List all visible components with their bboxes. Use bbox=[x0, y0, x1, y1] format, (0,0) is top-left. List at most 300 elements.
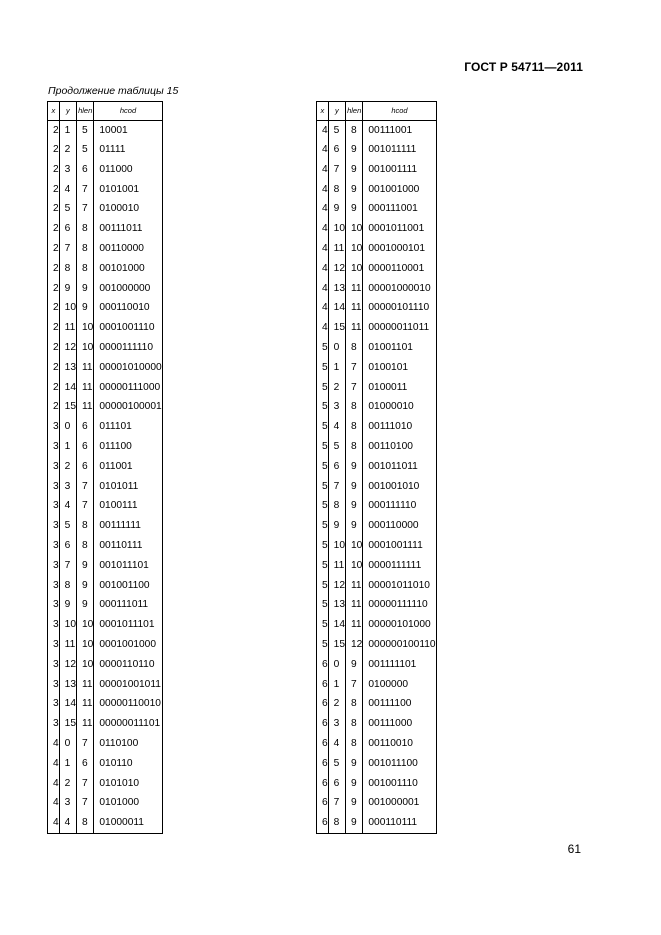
cell-hlen: 10 bbox=[77, 318, 94, 338]
table-row bbox=[48, 338, 163, 358]
cell-x: 3 bbox=[48, 556, 60, 576]
table-row bbox=[317, 437, 437, 457]
cell-hcod: 0101001 bbox=[94, 180, 162, 200]
cell-x: 3 bbox=[48, 516, 60, 536]
cell-hlen: 9 bbox=[346, 516, 363, 536]
cell-hlen: 5 bbox=[77, 121, 94, 141]
cell-hcod: 000000100110 bbox=[363, 635, 436, 655]
cell-hlen: 7 bbox=[346, 358, 363, 378]
cell-y: 14 bbox=[59, 378, 76, 398]
cell-y: 8 bbox=[59, 576, 76, 596]
standard-designation: ГОСТ Р 54711—2011 bbox=[464, 60, 583, 74]
page-number: 61 bbox=[567, 842, 581, 856]
cell-x: 2 bbox=[48, 200, 60, 220]
cell-hcod: 00000110010 bbox=[94, 695, 162, 715]
cell-x: 2 bbox=[48, 219, 60, 239]
cell-x: 3 bbox=[48, 596, 60, 616]
cell-hcod: 001011011 bbox=[363, 457, 436, 477]
cell-hlen: 7 bbox=[77, 497, 94, 517]
cell-y: 5 bbox=[59, 200, 76, 220]
cell-hlen: 9 bbox=[77, 596, 94, 616]
cell-x: 6 bbox=[317, 754, 329, 774]
cell-hlen: 11 bbox=[77, 675, 94, 695]
cell-hcod: 011000 bbox=[94, 160, 162, 180]
cell-x: 5 bbox=[317, 536, 329, 556]
cell-y: 8 bbox=[328, 180, 345, 200]
cell-hlen: 7 bbox=[346, 378, 363, 398]
cell-hcod: 001001000 bbox=[363, 180, 436, 200]
cell-x: 4 bbox=[317, 200, 329, 220]
cell-hlen: 7 bbox=[77, 180, 94, 200]
cell-x: 3 bbox=[48, 695, 60, 715]
cell-x: 2 bbox=[48, 378, 60, 398]
cell-hlen: 9 bbox=[77, 556, 94, 576]
cell-hlen: 8 bbox=[77, 259, 94, 279]
cell-hlen: 11 bbox=[77, 398, 94, 418]
cell-hlen: 6 bbox=[77, 160, 94, 180]
cell-hcod: 0001001110 bbox=[94, 318, 162, 338]
cell-y: 1 bbox=[328, 675, 345, 695]
cell-hcod: 00000011011 bbox=[363, 318, 436, 338]
cell-hlen: 9 bbox=[346, 477, 363, 497]
table-row bbox=[317, 140, 437, 160]
cell-y: 14 bbox=[59, 695, 76, 715]
cell-hlen: 11 bbox=[346, 318, 363, 338]
cell-y: 1 bbox=[59, 437, 76, 457]
cell-hcod: 00001010000 bbox=[94, 358, 162, 378]
cell-hcod: 0000111111 bbox=[363, 556, 436, 576]
cell-x: 5 bbox=[317, 635, 329, 655]
cell-x: 6 bbox=[317, 655, 329, 675]
cell-hlen: 9 bbox=[346, 160, 363, 180]
table-row bbox=[48, 239, 163, 259]
cell-hlen: 5 bbox=[77, 140, 94, 160]
cell-hcod: 01111 bbox=[94, 140, 162, 160]
cell-y: 13 bbox=[59, 675, 76, 695]
cell-hlen: 9 bbox=[346, 754, 363, 774]
cell-hcod: 00000101000 bbox=[363, 615, 436, 635]
cell-y: 13 bbox=[328, 279, 345, 299]
cell-x: 5 bbox=[317, 437, 329, 457]
cell-y: 11 bbox=[328, 239, 345, 259]
cell-hcod: 00111011 bbox=[94, 219, 162, 239]
table-row bbox=[317, 794, 437, 814]
cell-hlen: 8 bbox=[346, 417, 363, 437]
cell-hlen: 6 bbox=[77, 437, 94, 457]
table-row bbox=[48, 536, 163, 556]
cell-hcod: 01001101 bbox=[363, 338, 436, 358]
cell-hlen: 9 bbox=[346, 813, 363, 833]
cell-x: 4 bbox=[317, 318, 329, 338]
cell-x: 4 bbox=[317, 279, 329, 299]
cell-hlen: 11 bbox=[346, 615, 363, 635]
cell-hlen: 9 bbox=[346, 794, 363, 814]
table-row bbox=[317, 457, 437, 477]
cell-hcod: 00101000 bbox=[94, 259, 162, 279]
table-row bbox=[317, 516, 437, 536]
cell-x: 5 bbox=[317, 556, 329, 576]
cell-hlen: 8 bbox=[77, 516, 94, 536]
cell-x: 3 bbox=[48, 536, 60, 556]
cell-hlen: 10 bbox=[346, 239, 363, 259]
column-header-hlen: hlen bbox=[346, 102, 363, 121]
table-row bbox=[317, 180, 437, 200]
cell-x: 5 bbox=[317, 378, 329, 398]
cell-y: 12 bbox=[328, 576, 345, 596]
cell-y: 8 bbox=[328, 813, 345, 833]
column-header-hcod: hcod bbox=[94, 102, 162, 121]
table-row bbox=[48, 794, 163, 814]
cell-hcod: 001001111 bbox=[363, 160, 436, 180]
cell-x: 5 bbox=[317, 358, 329, 378]
cell-hcod: 000110000 bbox=[363, 516, 436, 536]
cell-x: 4 bbox=[48, 813, 60, 833]
table-row bbox=[48, 398, 163, 418]
cell-y: 7 bbox=[328, 160, 345, 180]
cell-x: 4 bbox=[317, 160, 329, 180]
cell-y: 0 bbox=[59, 417, 76, 437]
cell-x: 4 bbox=[317, 121, 329, 141]
cell-hcod: 001011100 bbox=[363, 754, 436, 774]
table-caption: Продолжение таблицы 15 bbox=[48, 85, 179, 97]
cell-hlen: 9 bbox=[346, 655, 363, 675]
cell-x: 6 bbox=[317, 714, 329, 734]
table-row bbox=[48, 378, 163, 398]
table-row bbox=[317, 774, 437, 794]
table-row bbox=[48, 180, 163, 200]
cell-hlen: 8 bbox=[346, 398, 363, 418]
cell-hcod: 0001001000 bbox=[94, 635, 162, 655]
table-row bbox=[317, 121, 437, 141]
table-row bbox=[317, 378, 437, 398]
cell-hcod: 00111100 bbox=[363, 695, 436, 715]
cell-x: 5 bbox=[317, 417, 329, 437]
cell-hlen: 10 bbox=[346, 536, 363, 556]
table-row bbox=[48, 675, 163, 695]
table-row bbox=[48, 457, 163, 477]
cell-hcod: 00000111000 bbox=[94, 378, 162, 398]
cell-hcod: 00001000010 bbox=[363, 279, 436, 299]
cell-hlen: 7 bbox=[77, 794, 94, 814]
cell-hlen: 6 bbox=[77, 754, 94, 774]
table-row bbox=[48, 734, 163, 754]
cell-hcod: 0101010 bbox=[94, 774, 162, 794]
table-row bbox=[317, 615, 437, 635]
cell-hcod: 0000110001 bbox=[363, 259, 436, 279]
cell-x: 5 bbox=[317, 338, 329, 358]
cell-y: 11 bbox=[59, 318, 76, 338]
cell-hcod: 0001011001 bbox=[363, 219, 436, 239]
table-row bbox=[317, 635, 437, 655]
cell-y: 2 bbox=[328, 378, 345, 398]
table-row bbox=[48, 596, 163, 616]
cell-y: 4 bbox=[59, 497, 76, 517]
table-row bbox=[48, 160, 163, 180]
cell-hlen: 8 bbox=[346, 714, 363, 734]
cell-hlen: 8 bbox=[77, 536, 94, 556]
table-row bbox=[317, 358, 437, 378]
column-header-x: x bbox=[317, 102, 329, 121]
cell-x: 2 bbox=[48, 180, 60, 200]
cell-hlen: 8 bbox=[77, 219, 94, 239]
cell-y: 10 bbox=[59, 299, 76, 319]
column-header-hlen: hlen bbox=[77, 102, 94, 121]
table-row bbox=[317, 398, 437, 418]
cell-hlen: 9 bbox=[77, 576, 94, 596]
table-row bbox=[317, 536, 437, 556]
table-row bbox=[48, 140, 163, 160]
cell-x: 4 bbox=[48, 754, 60, 774]
cell-y: 9 bbox=[59, 279, 76, 299]
table-row bbox=[317, 338, 437, 358]
cell-hlen: 9 bbox=[346, 774, 363, 794]
cell-y: 10 bbox=[328, 219, 345, 239]
cell-hlen: 10 bbox=[346, 219, 363, 239]
cell-hlen: 9 bbox=[346, 140, 363, 160]
cell-y: 9 bbox=[59, 596, 76, 616]
cell-y: 15 bbox=[59, 714, 76, 734]
cell-x: 3 bbox=[48, 497, 60, 517]
cell-hlen: 11 bbox=[346, 596, 363, 616]
cell-y: 9 bbox=[328, 516, 345, 536]
cell-y: 5 bbox=[328, 754, 345, 774]
cell-y: 1 bbox=[328, 358, 345, 378]
table-row bbox=[317, 695, 437, 715]
table-row bbox=[317, 200, 437, 220]
cell-x: 5 bbox=[317, 457, 329, 477]
cell-y: 3 bbox=[59, 477, 76, 497]
cell-x: 6 bbox=[317, 774, 329, 794]
table-row bbox=[317, 714, 437, 734]
code-table-left bbox=[47, 101, 163, 834]
cell-hcod: 00110010 bbox=[363, 734, 436, 754]
cell-hlen: 8 bbox=[346, 734, 363, 754]
column-header-x: x bbox=[48, 102, 60, 121]
cell-x: 4 bbox=[317, 219, 329, 239]
cell-y: 11 bbox=[59, 635, 76, 655]
cell-hlen: 8 bbox=[346, 695, 363, 715]
cell-hcod: 000110010 bbox=[94, 299, 162, 319]
cell-y: 13 bbox=[328, 596, 345, 616]
table-row bbox=[48, 635, 163, 655]
cell-y: 14 bbox=[328, 299, 345, 319]
cell-hlen: 6 bbox=[77, 457, 94, 477]
cell-x: 3 bbox=[48, 675, 60, 695]
cell-hlen: 7 bbox=[77, 774, 94, 794]
cell-x: 4 bbox=[317, 239, 329, 259]
cell-hcod: 0100111 bbox=[94, 497, 162, 517]
cell-hlen: 7 bbox=[77, 200, 94, 220]
cell-x: 4 bbox=[317, 259, 329, 279]
cell-y: 4 bbox=[59, 813, 76, 833]
cell-hlen: 11 bbox=[346, 576, 363, 596]
cell-y: 6 bbox=[328, 774, 345, 794]
cell-hcod: 00110100 bbox=[363, 437, 436, 457]
cell-x: 6 bbox=[317, 734, 329, 754]
table-row bbox=[48, 754, 163, 774]
cell-y: 4 bbox=[328, 734, 345, 754]
cell-hcod: 011101 bbox=[94, 417, 162, 437]
cell-hlen: 9 bbox=[77, 279, 94, 299]
table-row bbox=[48, 318, 163, 338]
cell-hlen: 9 bbox=[346, 180, 363, 200]
cell-x: 4 bbox=[48, 734, 60, 754]
cell-hlen: 10 bbox=[77, 615, 94, 635]
cell-y: 10 bbox=[328, 536, 345, 556]
cell-y: 6 bbox=[59, 219, 76, 239]
table-row bbox=[317, 160, 437, 180]
cell-hlen: 7 bbox=[346, 675, 363, 695]
cell-x: 5 bbox=[317, 398, 329, 418]
table-row bbox=[317, 219, 437, 239]
cell-x: 2 bbox=[48, 121, 60, 141]
table-row bbox=[48, 497, 163, 517]
cell-hcod: 0000110110 bbox=[94, 655, 162, 675]
table-row bbox=[48, 556, 163, 576]
cell-x: 4 bbox=[48, 774, 60, 794]
cell-hcod: 01000010 bbox=[363, 398, 436, 418]
cell-hcod: 00111001 bbox=[363, 121, 436, 141]
table-row bbox=[48, 259, 163, 279]
cell-x: 2 bbox=[48, 279, 60, 299]
cell-y: 15 bbox=[328, 318, 345, 338]
cell-hcod: 001000001 bbox=[363, 794, 436, 814]
column-header-hcod: hcod bbox=[363, 102, 436, 121]
table-row bbox=[317, 754, 437, 774]
cell-y: 2 bbox=[59, 140, 76, 160]
cell-y: 7 bbox=[59, 239, 76, 259]
cell-x: 3 bbox=[48, 615, 60, 635]
table-row bbox=[317, 299, 437, 319]
cell-y: 10 bbox=[59, 615, 76, 635]
cell-hcod: 000110111 bbox=[363, 813, 436, 833]
cell-hlen: 9 bbox=[77, 299, 94, 319]
cell-y: 5 bbox=[59, 516, 76, 536]
cell-y: 6 bbox=[328, 140, 345, 160]
cell-hcod: 0100010 bbox=[94, 200, 162, 220]
cell-y: 7 bbox=[328, 794, 345, 814]
cell-hcod: 0100000 bbox=[363, 675, 436, 695]
cell-hlen: 11 bbox=[77, 378, 94, 398]
cell-hcod: 011100 bbox=[94, 437, 162, 457]
cell-hlen: 8 bbox=[346, 121, 363, 141]
table-row bbox=[48, 437, 163, 457]
cell-hcod: 01000011 bbox=[94, 813, 162, 833]
cell-hcod: 00001001011 bbox=[94, 675, 162, 695]
cell-y: 12 bbox=[59, 655, 76, 675]
cell-hcod: 0100011 bbox=[363, 378, 436, 398]
table-row bbox=[48, 358, 163, 378]
cell-hlen: 8 bbox=[77, 239, 94, 259]
cell-hcod: 001011111 bbox=[363, 140, 436, 160]
cell-x: 6 bbox=[317, 695, 329, 715]
cell-hlen: 9 bbox=[346, 497, 363, 517]
cell-y: 12 bbox=[59, 338, 76, 358]
cell-x: 2 bbox=[48, 318, 60, 338]
cell-hcod: 00000101110 bbox=[363, 299, 436, 319]
cell-x: 6 bbox=[317, 794, 329, 814]
cell-y: 15 bbox=[59, 398, 76, 418]
cell-hcod: 0110100 bbox=[94, 734, 162, 754]
cell-hcod: 010110 bbox=[94, 754, 162, 774]
cell-hcod: 00000111110 bbox=[363, 596, 436, 616]
cell-hlen: 11 bbox=[77, 695, 94, 715]
table-row bbox=[48, 200, 163, 220]
cell-hcod: 001001100 bbox=[94, 576, 162, 596]
table-row bbox=[317, 813, 437, 833]
cell-x: 3 bbox=[48, 635, 60, 655]
table-header-row bbox=[48, 102, 163, 121]
table-row bbox=[48, 714, 163, 734]
table-row bbox=[317, 259, 437, 279]
code-table-right bbox=[316, 101, 437, 834]
table-row bbox=[48, 695, 163, 715]
cell-y: 13 bbox=[59, 358, 76, 378]
cell-x: 2 bbox=[48, 338, 60, 358]
cell-hcod: 001001010 bbox=[363, 477, 436, 497]
cell-hlen: 11 bbox=[77, 714, 94, 734]
cell-hcod: 10001 bbox=[94, 121, 162, 141]
cell-x: 3 bbox=[48, 477, 60, 497]
table-row bbox=[48, 813, 163, 833]
table-row bbox=[317, 734, 437, 754]
cell-hlen: 8 bbox=[346, 437, 363, 457]
table-row bbox=[48, 516, 163, 536]
cell-hlen: 10 bbox=[346, 259, 363, 279]
cell-y: 12 bbox=[328, 259, 345, 279]
cell-hcod: 00000100001 bbox=[94, 398, 162, 418]
cell-x: 2 bbox=[48, 140, 60, 160]
table-row bbox=[48, 477, 163, 497]
cell-y: 1 bbox=[59, 754, 76, 774]
cell-hcod: 00000011101 bbox=[94, 714, 162, 734]
cell-hlen: 10 bbox=[77, 655, 94, 675]
cell-y: 7 bbox=[328, 477, 345, 497]
table-row bbox=[317, 477, 437, 497]
cell-y: 0 bbox=[59, 734, 76, 754]
cell-x: 5 bbox=[317, 596, 329, 616]
table-row bbox=[48, 299, 163, 319]
cell-y: 2 bbox=[59, 774, 76, 794]
cell-hcod: 000111011 bbox=[94, 596, 162, 616]
table-row bbox=[317, 675, 437, 695]
cell-x: 5 bbox=[317, 576, 329, 596]
cell-y: 6 bbox=[328, 457, 345, 477]
cell-y: 5 bbox=[328, 121, 345, 141]
cell-hcod: 0101000 bbox=[94, 794, 162, 814]
cell-y: 14 bbox=[328, 615, 345, 635]
cell-x: 3 bbox=[48, 714, 60, 734]
cell-hcod: 011001 bbox=[94, 457, 162, 477]
cell-hcod: 0001001111 bbox=[363, 536, 436, 556]
cell-hlen: 11 bbox=[77, 358, 94, 378]
cell-x: 3 bbox=[48, 417, 60, 437]
cell-x: 2 bbox=[48, 398, 60, 418]
table-row bbox=[317, 417, 437, 437]
cell-hcod: 001111101 bbox=[363, 655, 436, 675]
cell-y: 3 bbox=[328, 714, 345, 734]
cell-hcod: 0001000101 bbox=[363, 239, 436, 259]
table-row bbox=[317, 576, 437, 596]
cell-hcod: 000111001 bbox=[363, 200, 436, 220]
cell-y: 3 bbox=[59, 794, 76, 814]
column-header-y: y bbox=[328, 102, 345, 121]
cell-y: 8 bbox=[328, 497, 345, 517]
cell-x: 2 bbox=[48, 358, 60, 378]
cell-hcod: 001000000 bbox=[94, 279, 162, 299]
cell-hlen: 8 bbox=[77, 813, 94, 833]
cell-x: 3 bbox=[48, 437, 60, 457]
